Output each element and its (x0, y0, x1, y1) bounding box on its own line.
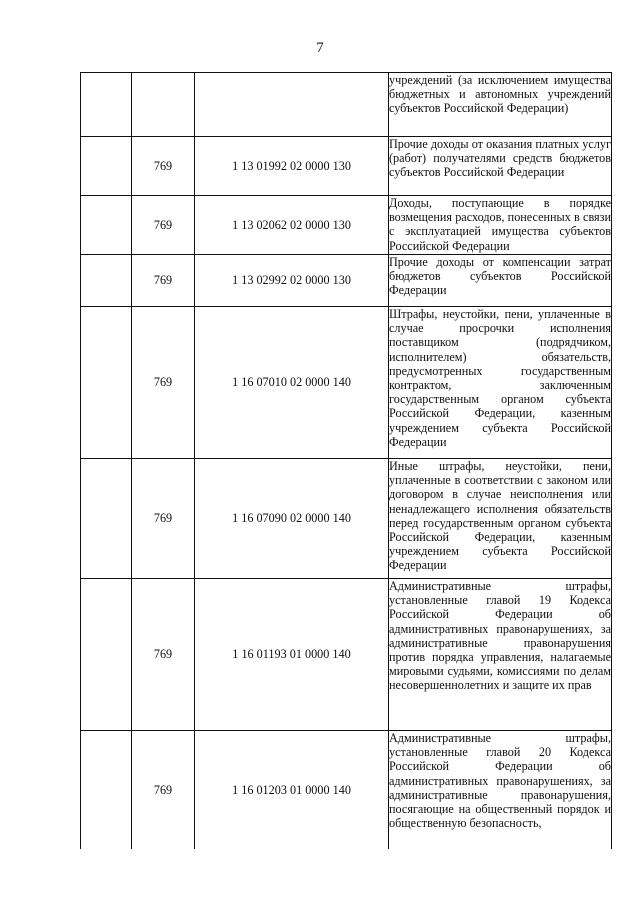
admin-code-cell: 769 (132, 731, 195, 849)
revenue-name-cell: Штрафы, неустойки, пени, уплаченные в случае просрочки исполнения поставщиком (подрядчиком, исполнителем) обязательств, предусмотренных государственным контрактом, заключенным государственным органом субъекта Российской Федерации, казенным учреждением субъекта Российской Федерации (389, 307, 612, 459)
admin-code-cell (132, 73, 195, 137)
budget-code-cell (195, 73, 389, 137)
empty-cell (81, 307, 132, 459)
table-row (81, 459, 612, 579)
budget-code-cell: 1 16 07090 02 0000 140 (195, 459, 389, 579)
revenue-name-cell: Прочие доходы от оказания платных услуг (работ) получателями средств бюджетов субъектов Российской Федерации (389, 137, 612, 196)
table-row (81, 73, 612, 137)
table-row (81, 579, 612, 731)
table-row (81, 307, 612, 459)
admin-code-cell: 769 (132, 196, 195, 255)
budget-code-cell: 1 13 02992 02 0000 130 (195, 255, 389, 307)
table-row (81, 255, 612, 307)
revenue-name-cell: Административные штрафы, установленные главой 20 Кодекса Российской Федерации об административных правонарушениях, за административные правонарушения, посягающие на общественный порядок и общественную безопасность, (389, 731, 612, 849)
empty-cell (81, 196, 132, 255)
budget-code-cell: 1 16 01193 01 0000 140 (195, 579, 389, 731)
revenue-name-cell: Иные штрафы, неустойки, пени, уплаченные в соответствии с законом или договором в случае неисполнения или ненадлежащего исполнения обязательств перед государственным органом субъекта Российской Федерации, казенным учреждением субъекта Российской Федерации (389, 459, 612, 579)
table-row (81, 731, 612, 849)
budget-code-cell: 1 13 01992 02 0000 130 (195, 137, 389, 196)
revenue-name-cell: учреждений (за исключением имущества бюджетных и автономных учреждений субъектов Российской Федерации) (389, 73, 612, 137)
table-row (81, 196, 612, 255)
budget-code-cell: 1 16 07010 02 0000 140 (195, 307, 389, 459)
page-number: 7 (316, 40, 324, 56)
admin-code-cell: 769 (132, 255, 195, 307)
admin-code-cell: 769 (132, 307, 195, 459)
empty-cell (81, 579, 132, 731)
empty-cell (81, 731, 132, 849)
revenue-name-cell: Прочие доходы от компенсации затрат бюджетов субъектов Российской Федерации (389, 255, 612, 307)
table-row (81, 137, 612, 196)
admin-code-cell: 769 (132, 459, 195, 579)
empty-cell (81, 73, 132, 137)
admin-code-cell: 769 (132, 137, 195, 196)
admin-code-cell: 769 (132, 579, 195, 731)
budget-revenue-table (80, 72, 612, 849)
empty-cell (81, 459, 132, 579)
empty-cell (81, 255, 132, 307)
revenue-name-cell: Доходы, поступающие в порядке возмещения расходов, понесенных в связи с эксплуатацией имущества субъектов Российской Федерации (389, 196, 611, 253)
revenue-name-cell: Административные штрафы, установленные главой 19 Кодекса Российской Федерации об административных правонарушениях, за административные правонарушения против порядка управления, налагаемые мировыми судьями, комиссиями по делам несовершеннолетних и защите их прав (389, 579, 612, 731)
budget-code-cell: 1 13 02062 02 0000 130 (195, 196, 389, 255)
budget-code-cell: 1 16 01203 01 0000 140 (195, 731, 389, 849)
empty-cell (81, 137, 132, 196)
